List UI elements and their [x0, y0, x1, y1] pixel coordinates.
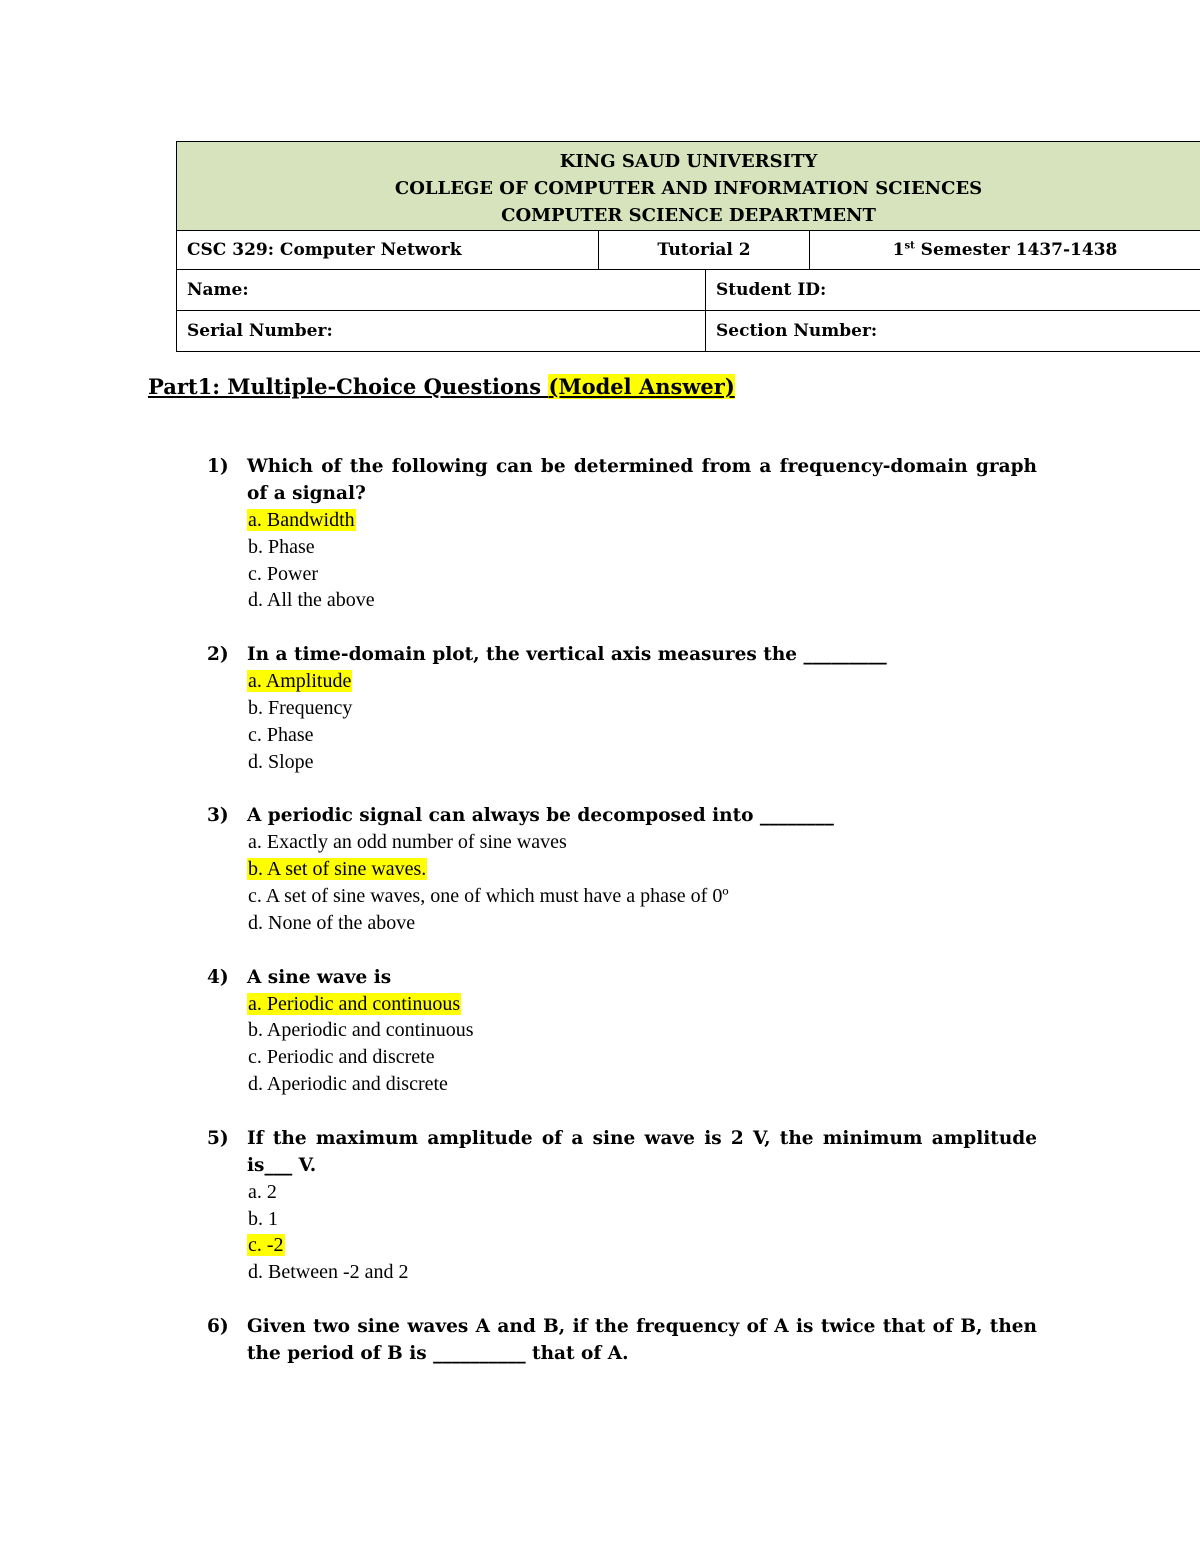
question-stem — [207, 1125, 1037, 1179]
option-text: c. Periodic and discrete — [248, 1046, 435, 1069]
option-text: a. 2 — [248, 1180, 277, 1203]
header-table — [176, 141, 1200, 352]
option-text: a. Periodic and continuous — [248, 992, 461, 1015]
student-id-field[interactable]: Student ID: — [706, 270, 1200, 311]
question-item — [207, 641, 1037, 775]
answer-option — [247, 1259, 1037, 1286]
option-text: d. Between -2 and 2 — [248, 1261, 409, 1284]
department-name: COMPUTER SCIENCE DEPARTMENT — [501, 204, 876, 226]
answer-option — [247, 695, 1037, 722]
answer-option-correct — [247, 856, 1037, 883]
question-text: Which of the following can be determined from a frequency-domain graph of a signal? — [247, 456, 1037, 504]
option-text: c. Phase — [248, 723, 314, 746]
institution-banner — [177, 142, 1200, 231]
answer-option — [247, 910, 1037, 937]
question-number: 3) — [207, 805, 229, 827]
option-text: b. Aperiodic and continuous — [248, 1019, 474, 1042]
option-text: c. A set of sine waves, one of which must have a phase of 0º — [248, 884, 729, 907]
answer-option — [247, 722, 1037, 749]
semester-label — [810, 231, 1200, 270]
question-number: 5) — [207, 1127, 229, 1149]
answer-option — [247, 1044, 1037, 1071]
option-text: b. 1 — [248, 1207, 278, 1230]
answer-option-correct — [247, 1232, 1037, 1259]
question-number: 4) — [207, 966, 229, 988]
question-stem — [207, 1313, 1037, 1367]
question-text: Given two sine waves A and B, if the frequency of A is twice that of B, then the period of B is __________ that of A. — [247, 1315, 1037, 1364]
section-number-field[interactable]: Section Number: — [706, 311, 1200, 352]
question-number: 1) — [207, 456, 229, 477]
question-number: 2) — [207, 644, 229, 666]
option-text: b. Phase — [248, 535, 315, 558]
answer-option-correct — [247, 991, 1037, 1018]
model-answer-highlight: (Model Answer) — [548, 374, 735, 399]
answer-option — [247, 534, 1037, 561]
question-text: If the maximum amplitude of a sine wave is 2 V, the minimum amplitude is___ V. — [247, 1127, 1037, 1176]
semester-suffix: st — [904, 240, 915, 252]
option-text: b. A set of sine waves. — [248, 858, 427, 881]
option-text: d. All the above — [248, 589, 375, 612]
tutorial-label: Tutorial 2 — [599, 231, 810, 270]
option-text: c. -2 — [248, 1234, 284, 1257]
question-item — [207, 453, 1037, 614]
answer-option — [247, 561, 1037, 588]
question-number: 6) — [207, 1315, 229, 1337]
college-name: COLLEGE OF COMPUTER AND INFORMATION SCIENCES — [394, 177, 983, 199]
answer-option-correct — [247, 668, 1037, 695]
semester-number: 1 — [892, 240, 905, 260]
question-text: In a time-domain plot, the vertical axis measures the _________ — [247, 644, 887, 666]
option-text: d. Aperiodic and discrete — [248, 1072, 448, 1095]
option-text: d. Slope — [248, 750, 314, 773]
answer-option — [247, 1206, 1037, 1233]
answer-option — [247, 1017, 1037, 1044]
answer-option-correct — [247, 507, 1037, 534]
answer-option — [247, 1179, 1037, 1206]
question-text: A sine wave is — [247, 966, 392, 988]
question-stem — [207, 453, 1037, 507]
answer-option — [247, 829, 1037, 856]
question-stem — [207, 641, 1037, 668]
part-title — [148, 374, 735, 399]
question-stem — [207, 964, 1037, 991]
question-list — [207, 453, 1037, 1394]
option-text: a. Exactly an odd number of sine waves — [248, 831, 567, 854]
serial-number-field[interactable]: Serial Number: — [177, 311, 706, 352]
option-text: d. None of the above — [248, 911, 416, 934]
answer-option — [247, 749, 1037, 776]
option-text: a. Bandwidth — [248, 509, 355, 531]
question-item — [207, 964, 1037, 1098]
option-text: a. Amplitude — [248, 670, 352, 693]
answer-option — [247, 883, 1037, 910]
semester-text: Semester 1437-1438 — [914, 240, 1118, 260]
question-stem — [207, 802, 1037, 829]
university-name: KING SAUD UNIVERSITY — [559, 150, 818, 172]
answer-option — [247, 1071, 1037, 1098]
question-item — [207, 1313, 1037, 1367]
part-title-text: Part1: Multiple-Choice Questions — [148, 374, 549, 399]
question-item — [207, 802, 1037, 936]
question-item — [207, 1125, 1037, 1286]
name-field[interactable]: Name: — [177, 270, 706, 311]
answer-option — [247, 587, 1037, 614]
option-text: b. Frequency — [248, 696, 353, 719]
option-text: c. Power — [248, 562, 318, 585]
course-code: CSC 329: Computer Network — [177, 231, 599, 270]
question-text: A periodic signal can always be decomposed into ________ — [247, 805, 834, 827]
